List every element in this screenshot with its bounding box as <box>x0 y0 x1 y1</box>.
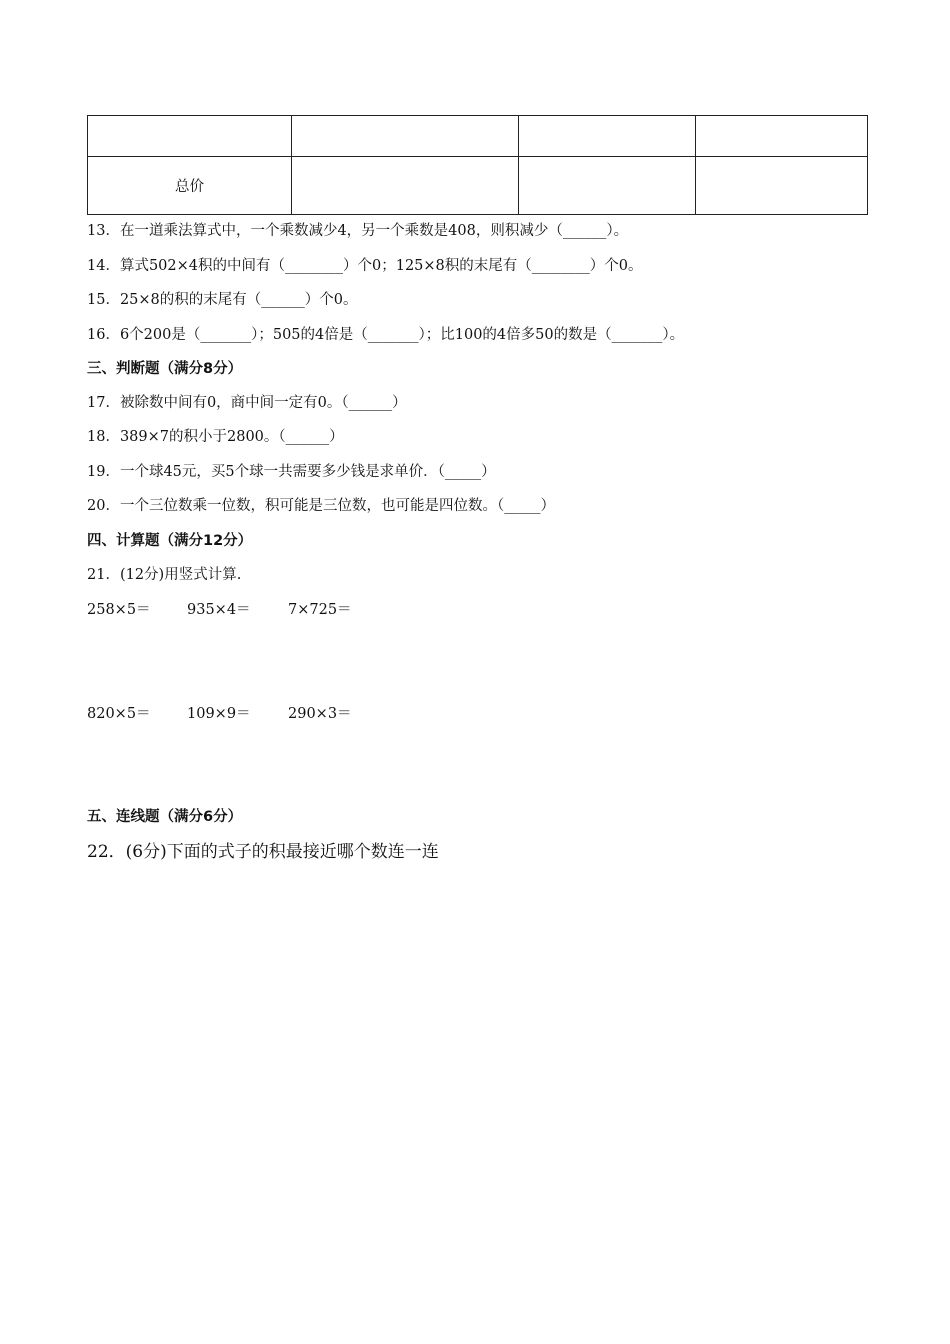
calc-problem: 109×9＝ <box>187 706 251 722</box>
calc-problem: 820×5＝ <box>87 706 151 722</box>
question-17: 17．被除数中间有0，商中间一定有0。（______） <box>87 395 407 411</box>
question-20: 20．一个三位数乘一位数，积可能是三位数，也可能是四位数。（_____） <box>87 498 555 514</box>
table-cell <box>292 157 519 215</box>
section-heading-judgement: 三、判断题（满分8分） <box>87 361 243 377</box>
table-cell <box>696 157 868 215</box>
question-15: 15．25×8的积的末尾有（______）个0。 <box>87 292 358 308</box>
section-heading-calculation: 四、计算题（满分12分） <box>87 533 253 549</box>
table-cell <box>519 116 696 157</box>
calc-problem: 290×3＝ <box>288 706 352 722</box>
table-row <box>88 157 868 215</box>
table-cell <box>292 116 519 157</box>
question-14: 14．算式502×4积的中间有（________）个0；125×8积的末尾有（________）个0。 <box>87 258 643 274</box>
price-table <box>87 115 868 215</box>
question-19: 19．一个球45元，买5个球一共需要多少钱是求单价．（_____） <box>87 464 496 480</box>
question-16: 16．6个200是（_______）；505的4倍是（_______）；比100的4倍多50的数是（_______）。 <box>87 327 685 343</box>
table-row <box>88 116 868 157</box>
calc-problem: 258×5＝ <box>87 602 151 618</box>
table-cell-total-price-label: 总价 <box>88 157 292 215</box>
question-21: 21．(12分)用竖式计算. <box>87 567 242 583</box>
table-cell <box>88 116 292 157</box>
table-cell <box>519 157 696 215</box>
table-cell <box>696 116 868 157</box>
question-18: 18．389×7的积小于2800。（______） <box>87 429 344 445</box>
calc-problem: 7×725＝ <box>288 602 352 618</box>
calc-problem: 935×4＝ <box>187 602 251 618</box>
section-heading-matching: 五、连线题（满分6分） <box>87 809 243 825</box>
question-22: 22．(6分)下面的式子的积最接近哪个数连一连 <box>87 842 439 862</box>
question-13: 13．在一道乘法算式中，一个乘数减少4，另一个乘数是408，则积减少（______）。 <box>87 223 629 239</box>
